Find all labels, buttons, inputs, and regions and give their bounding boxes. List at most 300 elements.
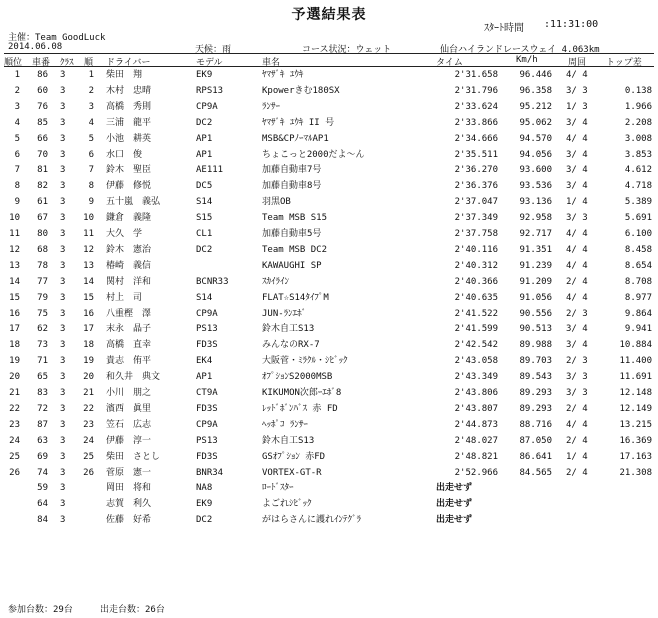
cell-car-name: ﾔﾏｻﾞｷ ﾕｳｷ II 号 xyxy=(262,117,335,128)
cell-class: 3 xyxy=(60,483,66,494)
cell-position: 3 xyxy=(14,101,20,112)
cell-class-rank: 21 xyxy=(83,388,94,398)
col-header-car-name: 車名 xyxy=(262,58,281,68)
cell-speed: 86.641 xyxy=(519,451,552,462)
cell-gap: 8.458 xyxy=(624,244,652,255)
cell-car-number: 82 xyxy=(37,181,48,192)
header-rule xyxy=(4,53,654,54)
organizer: 主催：Team GoodLuck xyxy=(8,33,106,43)
cell-position: 5 xyxy=(14,133,20,144)
cell-driver: 鎌倉 義隆 xyxy=(106,213,152,224)
cell-car-name: 鈴木自工S13 xyxy=(262,324,315,335)
cell-laps: 1/ 4 xyxy=(566,451,588,462)
cell-car-name: 加藤自動車8号 xyxy=(262,181,322,192)
cell-car-name: Kpowerきむ180SX xyxy=(262,85,340,96)
cell-laps: 2/ 4 xyxy=(566,403,588,414)
cell-car-number: 87 xyxy=(37,419,48,430)
cell-driver: 大久 学 xyxy=(106,229,143,239)
cell-class: 3 xyxy=(60,213,66,224)
cell-model: DC5 xyxy=(196,181,213,192)
cell-class-rank: 11 xyxy=(83,229,94,239)
cell-model: AE111 xyxy=(196,165,224,176)
cell-class: 3 xyxy=(60,451,66,462)
cell-position: 17 xyxy=(9,324,20,335)
cell-model: EK4 xyxy=(196,356,213,367)
cell-time: 2'33.624 xyxy=(454,101,498,112)
cell-driver: 末永 晶子 xyxy=(106,324,152,335)
cell-class: 3 xyxy=(60,260,66,271)
cell-class-rank: 5 xyxy=(88,133,94,144)
cell-car-number: 74 xyxy=(37,467,48,478)
cell-car-number: 77 xyxy=(37,276,48,287)
table-row xyxy=(0,370,658,385)
cell-position: 10 xyxy=(9,213,20,224)
cell-car-name: 加藤自動車5号 xyxy=(262,229,322,239)
cell-speed: 90.513 xyxy=(519,324,552,335)
cell-driver: 高橋 直幸 xyxy=(106,340,152,351)
cell-driver: 鈴木 憲治 xyxy=(106,244,152,255)
cell-speed: 84.565 xyxy=(519,467,552,478)
cell-car-number: 65 xyxy=(37,372,48,383)
cell-model: RPS13 xyxy=(196,85,224,96)
cell-model: DC2 xyxy=(196,515,213,526)
cell-class: 3 xyxy=(60,229,66,239)
cell-class-rank: 15 xyxy=(83,292,94,303)
cell-position: 21 xyxy=(9,388,20,398)
cell-car-number: 70 xyxy=(37,149,48,160)
cell-driver: 柴田 翔 xyxy=(106,70,143,80)
cell-model: S14 xyxy=(196,197,213,208)
cell-model: PS13 xyxy=(196,324,218,335)
cell-driver: 笠石 広志 xyxy=(106,419,152,430)
cell-gap: 4.612 xyxy=(624,165,652,176)
cell-class: 3 xyxy=(60,467,66,478)
cell-position: 7 xyxy=(14,165,20,176)
cell-gap: 10.884 xyxy=(619,340,652,351)
cell-time: 出走せず xyxy=(436,515,473,526)
cell-class: 3 xyxy=(60,388,66,398)
cell-car-name: がはらさんに護れｲﾝﾃｸﾞﾗ xyxy=(262,515,362,526)
cell-car-name: ちょこっと2000だよ～ん xyxy=(262,149,365,160)
table-row xyxy=(0,291,658,306)
cell-class-rank: 19 xyxy=(83,356,94,367)
cell-time: 2'40.116 xyxy=(454,244,498,255)
col-header-gap: トップ差 xyxy=(606,58,642,68)
cell-laps: 2/ 4 xyxy=(566,435,588,446)
cell-class-rank: 14 xyxy=(83,276,94,287)
cell-class: 3 xyxy=(60,356,66,367)
cell-driver: 和久井 典文 xyxy=(106,372,161,383)
cell-time: 2'40.366 xyxy=(454,276,498,287)
cell-class: 3 xyxy=(60,244,66,255)
cell-position: 26 xyxy=(9,467,20,478)
table-row xyxy=(0,100,658,115)
cell-model: PS13 xyxy=(196,435,218,446)
table-row xyxy=(0,179,658,194)
cell-class: 3 xyxy=(60,70,66,80)
cell-time: 2'40.635 xyxy=(454,292,498,303)
table-row xyxy=(0,354,658,369)
cell-model: AP1 xyxy=(196,149,213,160)
col-header-driver: ドライバー xyxy=(106,58,151,68)
table-row xyxy=(0,163,658,178)
cell-time: 2'35.511 xyxy=(454,149,498,160)
table-row xyxy=(0,116,658,131)
cell-car-name: よごれｼﾋﾞｯｸ xyxy=(262,499,312,510)
cell-position: 18 xyxy=(9,340,20,351)
cell-time: 2'43.349 xyxy=(454,372,498,383)
cell-position: 16 xyxy=(9,308,20,319)
cell-car-name: ﾛｰﾄﾞｽﾀｰ xyxy=(262,483,294,494)
weather: 天候：雨 xyxy=(195,45,232,55)
cell-driver: 岡田 将和 xyxy=(106,483,152,494)
cell-time: 2'40.312 xyxy=(454,260,498,271)
page-title: 予選結果表 xyxy=(291,7,367,23)
cell-time: 2'33.866 xyxy=(454,117,498,128)
cell-speed: 89.293 xyxy=(519,403,552,414)
cell-time: 2'37.758 xyxy=(454,229,498,239)
cell-model: FD3S xyxy=(196,340,218,351)
cell-gap: 3.008 xyxy=(624,133,652,144)
cell-speed: 89.543 xyxy=(519,372,552,383)
cell-car-name: Team MSB DC2 xyxy=(262,244,328,255)
cell-laps: 2/ 3 xyxy=(566,308,588,319)
col-header-speed: Km/h xyxy=(516,55,538,65)
cell-class: 3 xyxy=(60,419,66,430)
cell-laps: 4/ 4 xyxy=(566,419,588,430)
cell-car-name: 鈴木自工S13 xyxy=(262,435,315,446)
cell-model: FD3S xyxy=(196,403,218,414)
table-row xyxy=(0,195,658,210)
cell-gap: 16.369 xyxy=(619,435,652,446)
cell-gap: 5.389 xyxy=(624,197,652,208)
cell-time: 2'37.349 xyxy=(454,213,498,224)
cell-driver: 鈴木 聖臣 xyxy=(106,165,152,176)
cell-speed: 87.050 xyxy=(519,435,552,446)
cell-model: AP1 xyxy=(196,372,213,383)
table-row xyxy=(0,450,658,465)
cell-car-number: 73 xyxy=(37,340,48,351)
cell-driver: 八重樫 澤 xyxy=(106,308,152,319)
cell-driver: 伊藤 修悦 xyxy=(106,181,152,192)
cell-time: 2'31.796 xyxy=(454,85,498,96)
cell-class-rank: 8 xyxy=(88,181,94,192)
cell-class: 3 xyxy=(60,435,66,446)
cell-position: 23 xyxy=(9,419,20,430)
cell-car-name: ｽｶｲﾗｲﾝ xyxy=(262,276,290,287)
cell-car-name: ﾗﾝｻｰ xyxy=(262,101,281,112)
cell-position: 8 xyxy=(14,181,20,192)
cell-class: 3 xyxy=(60,133,66,144)
cell-position: 11 xyxy=(9,229,20,239)
table-row xyxy=(0,243,658,258)
cell-model: EK9 xyxy=(196,499,213,510)
cell-driver: 高橋 秀則 xyxy=(106,101,152,112)
table-row xyxy=(0,418,658,433)
cell-class: 3 xyxy=(60,499,66,510)
cell-class-rank: 22 xyxy=(83,403,94,414)
cell-class: 3 xyxy=(60,181,66,192)
cell-driver: 伊藤 淳一 xyxy=(106,435,152,446)
cell-speed: 96.446 xyxy=(519,70,552,80)
cell-time: 出走せず xyxy=(436,499,473,510)
table-row xyxy=(0,68,658,83)
cell-driver: 村上 司 xyxy=(106,292,143,303)
cell-position: 1 xyxy=(14,70,20,80)
cell-laps: 3/ 4 xyxy=(566,165,588,176)
cell-class-rank: 1 xyxy=(88,70,94,80)
cell-laps: 1/ 3 xyxy=(566,101,588,112)
cell-car-number: 60 xyxy=(37,85,48,96)
cell-class-rank: 16 xyxy=(83,308,94,319)
cell-laps: 3/ 3 xyxy=(566,372,588,383)
cell-speed: 91.056 xyxy=(519,292,552,303)
cell-model: BCNR33 xyxy=(196,276,229,287)
cell-model: CP9A xyxy=(196,419,218,430)
cell-driver: 関村 洋和 xyxy=(106,276,152,287)
table-row xyxy=(0,481,658,496)
cell-model: DC2 xyxy=(196,244,213,255)
cell-driver: 五十嵐 義弘 xyxy=(106,197,161,208)
cell-car-number: 66 xyxy=(37,133,48,144)
cell-speed: 96.358 xyxy=(519,85,552,96)
cell-time: 2'42.542 xyxy=(454,340,498,351)
cell-car-name: 大阪菅・ﾐﾗｸﾙ・ｼﾋﾞｯｸ xyxy=(262,356,348,367)
cell-speed: 95.212 xyxy=(519,101,552,112)
col-header-time: タイム xyxy=(436,58,463,68)
cell-speed: 89.988 xyxy=(519,340,552,351)
cell-driver: 木村 忠晴 xyxy=(106,85,152,96)
cell-class-rank: 17 xyxy=(83,324,94,335)
cell-time: 2'52.966 xyxy=(454,467,498,478)
cell-model: CP9A xyxy=(196,101,218,112)
cell-speed: 93.136 xyxy=(519,197,552,208)
cell-model: S15 xyxy=(196,213,213,224)
cell-car-number: 63 xyxy=(37,435,48,446)
cell-position: 22 xyxy=(9,403,20,414)
cell-gap: 11.691 xyxy=(619,372,652,383)
cell-class-rank: 23 xyxy=(83,419,94,430)
table-row xyxy=(0,148,658,163)
table-row xyxy=(0,338,658,353)
cell-gap: 17.163 xyxy=(619,451,652,462)
cell-position: 13 xyxy=(9,260,20,271)
entries-count: 参加台数：29台 xyxy=(8,605,73,615)
cell-car-number: 75 xyxy=(37,308,48,319)
cell-car-number: 64 xyxy=(37,499,48,510)
cell-speed: 95.062 xyxy=(519,117,552,128)
cell-model: CP9A xyxy=(196,308,218,319)
cell-class-rank: 2 xyxy=(88,85,94,96)
cell-laps: 2/ 3 xyxy=(566,356,588,367)
cell-gap: 8.654 xyxy=(624,260,652,271)
cell-class-rank: 4 xyxy=(88,117,94,128)
cell-car-name: 羽黒OB xyxy=(262,197,291,208)
col-header-position: 順位 xyxy=(4,58,23,68)
cell-class: 3 xyxy=(60,117,66,128)
cell-gap: 11.400 xyxy=(619,356,652,367)
cell-laps: 4/ 4 xyxy=(566,133,588,144)
cell-laps: 4/ 4 xyxy=(566,70,588,80)
cell-model: CL1 xyxy=(196,229,213,239)
cell-time: 2'34.666 xyxy=(454,133,498,144)
cell-car-name: ｵﾌﾟｼｮﾝS2000MSB xyxy=(262,372,333,383)
cell-time: 出走せず xyxy=(436,483,473,494)
cell-driver: 菅原 憲一 xyxy=(106,467,152,478)
cell-gap: 21.308 xyxy=(619,467,652,478)
cell-position: 19 xyxy=(9,356,20,367)
cell-laps: 4/ 4 xyxy=(566,260,588,271)
col-header-class-rank: 順 xyxy=(84,58,94,68)
cell-car-number: 72 xyxy=(37,403,48,414)
cell-time: 2'41.599 xyxy=(454,324,498,335)
cell-car-name: Team MSB S15 xyxy=(262,213,328,224)
cell-time: 2'48.821 xyxy=(454,451,498,462)
cell-car-name: VORTEX-GT-R xyxy=(262,467,322,478)
cell-time: 2'44.873 xyxy=(454,419,498,430)
cell-car-number: 80 xyxy=(37,229,48,239)
col-header-car-number: 車番 xyxy=(32,58,51,68)
cell-driver: 柴田 さとし xyxy=(106,451,161,462)
table-row xyxy=(0,211,658,226)
cell-gap: 3.853 xyxy=(624,149,652,160)
cell-gap: 4.718 xyxy=(624,181,652,192)
cell-driver: 水口 俊 xyxy=(106,149,143,160)
track-name: 仙台ハイランドレースウェイ 4.063km xyxy=(440,45,600,55)
cell-car-name: みんなのRX-7 xyxy=(262,340,320,351)
cell-driver: 志賀 利久 xyxy=(106,499,152,510)
cell-class: 3 xyxy=(60,149,66,160)
cell-class: 3 xyxy=(60,324,66,335)
cell-class-rank: 25 xyxy=(83,451,94,462)
cell-position: 25 xyxy=(9,451,20,462)
cell-position: 2 xyxy=(14,85,20,96)
cell-car-number: 85 xyxy=(37,117,48,128)
cell-position: 15 xyxy=(9,292,20,303)
cell-laps: 3/ 3 xyxy=(566,388,588,398)
starters-count: 出走台数：26台 xyxy=(100,605,165,615)
cell-laps: 3/ 3 xyxy=(566,213,588,224)
cell-laps: 4/ 4 xyxy=(566,292,588,303)
cell-car-number: 86 xyxy=(37,70,48,80)
cell-time: 2'43.058 xyxy=(454,356,498,367)
cell-class-rank: 10 xyxy=(83,213,94,224)
cell-class: 3 xyxy=(60,101,66,112)
cell-car-number: 78 xyxy=(37,260,48,271)
cell-model: S14 xyxy=(196,292,213,303)
table-row xyxy=(0,275,658,290)
cell-speed: 88.716 xyxy=(519,419,552,430)
cell-car-name: 加藤自動車7号 xyxy=(262,165,322,176)
table-row xyxy=(0,259,658,274)
cell-driver: 三浦 龍平 xyxy=(106,117,152,128)
cell-gap: 8.708 xyxy=(624,276,652,287)
cell-driver: 小川 朋之 xyxy=(106,388,152,398)
cell-car-number: 84 xyxy=(37,515,48,526)
cell-time: 2'37.047 xyxy=(454,197,498,208)
cell-class: 3 xyxy=(60,372,66,383)
cell-laps: 2/ 4 xyxy=(566,276,588,287)
cell-class: 3 xyxy=(60,85,66,96)
cell-position: 6 xyxy=(14,149,20,160)
cell-driver: 濱西 眞里 xyxy=(106,403,152,414)
cell-speed: 92.717 xyxy=(519,229,552,239)
cell-time: 2'31.658 xyxy=(454,70,498,80)
cell-model: CT9A xyxy=(196,388,218,398)
cell-gap: 5.691 xyxy=(624,213,652,224)
table-row xyxy=(0,434,658,449)
cell-class: 3 xyxy=(60,276,66,287)
cell-class-rank: 18 xyxy=(83,340,94,351)
table-row xyxy=(0,513,658,528)
cell-car-number: 71 xyxy=(37,356,48,367)
cell-car-name: ﾍｯﾎﾟｺ ﾗﾝｻｰ xyxy=(262,419,308,430)
cell-time: 2'41.522 xyxy=(454,308,498,319)
cell-class-rank: 12 xyxy=(83,244,94,255)
cell-time: 2'36.270 xyxy=(454,165,498,176)
cell-gap: 6.100 xyxy=(624,229,652,239)
cell-laps: 3/ 4 xyxy=(566,117,588,128)
cell-class-rank: 3 xyxy=(88,101,94,112)
cell-class-rank: 7 xyxy=(88,165,94,176)
cell-speed: 90.556 xyxy=(519,308,552,319)
cell-position: 20 xyxy=(9,372,20,383)
cell-laps: 3/ 4 xyxy=(566,340,588,351)
column-rule xyxy=(4,66,654,67)
table-row xyxy=(0,307,658,322)
cell-car-name: ﾚｯﾄﾞﾎﾞﾝﾊﾞｽ 赤 FD xyxy=(262,403,338,414)
start-time-value: :11:31:00 xyxy=(544,19,599,30)
start-time-label: ｽﾀｰﾄ時間 xyxy=(484,23,524,34)
cell-class: 3 xyxy=(60,197,66,208)
cell-speed: 93.600 xyxy=(519,165,552,176)
cell-laps: 3/ 4 xyxy=(566,324,588,335)
table-row xyxy=(0,322,658,337)
cell-car-number: 59 xyxy=(37,483,48,494)
cell-car-name: MSB&CPﾉｰﾏﾙAP1 xyxy=(262,133,329,144)
cell-gap: 9.941 xyxy=(624,324,652,335)
cell-car-number: 61 xyxy=(37,197,48,208)
cell-gap: 13.215 xyxy=(619,419,652,430)
cell-speed: 91.239 xyxy=(519,260,552,271)
cell-gap: 2.208 xyxy=(624,117,652,128)
cell-class-rank: 13 xyxy=(83,260,94,271)
cell-position: 9 xyxy=(14,197,20,208)
cell-speed: 94.056 xyxy=(519,149,552,160)
cell-driver: 貴志 侑平 xyxy=(106,356,152,367)
cell-gap: 8.977 xyxy=(624,292,652,303)
table-row xyxy=(0,402,658,417)
cell-car-name: KAWAUGHI SP xyxy=(262,260,322,271)
cell-class: 3 xyxy=(60,403,66,414)
cell-gap: 0.138 xyxy=(624,85,652,96)
event-date: 2014.06.08 xyxy=(8,42,63,52)
cell-position: 14 xyxy=(9,276,20,287)
cell-car-number: 76 xyxy=(37,101,48,112)
cell-speed: 89.293 xyxy=(519,388,552,398)
col-header-laps: 周回 xyxy=(568,58,587,68)
cell-class-rank: 24 xyxy=(83,435,94,446)
cell-car-number: 62 xyxy=(37,324,48,335)
cell-driver: 佐藤 好希 xyxy=(106,515,152,526)
cell-laps: 4/ 4 xyxy=(566,229,588,239)
cell-laps: 1/ 4 xyxy=(566,197,588,208)
cell-car-name: KIKUMON次郎ｰｴﾎﾞ8 xyxy=(262,388,342,398)
table-row xyxy=(0,84,658,99)
cell-gap: 12.149 xyxy=(619,403,652,414)
cell-model: DC2 xyxy=(196,117,213,128)
cell-model: BNR34 xyxy=(196,467,224,478)
